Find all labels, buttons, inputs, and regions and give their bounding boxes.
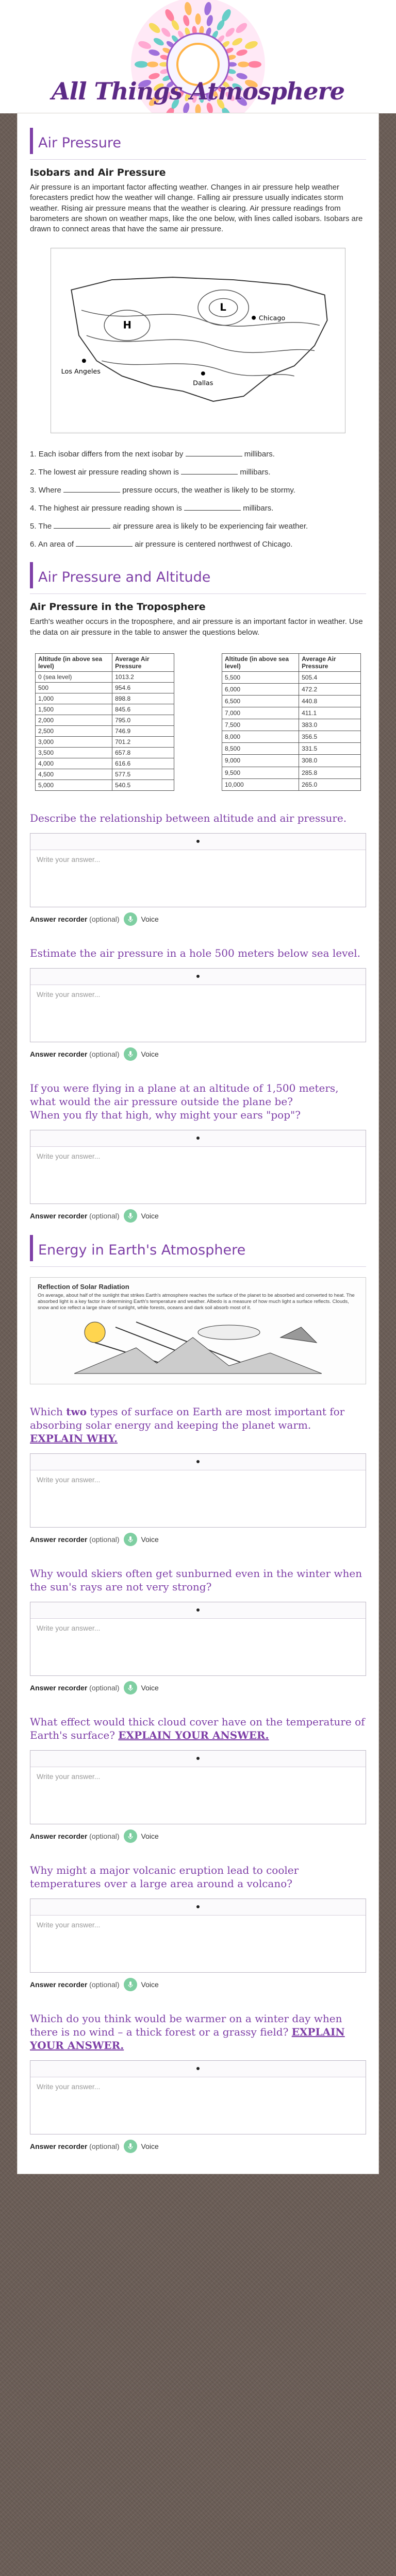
pressure-cell: 440.8 (299, 695, 361, 707)
site-header (0, 0, 396, 113)
altitude-table-left (35, 653, 174, 791)
question-text: Estimate the air pressure in a hole 500 meters below sea level. (30, 946, 360, 959)
fill-in-item: 3. Where pressure occurs, the weather is likely to be stormy. (30, 486, 295, 495)
microphone-icon (127, 1833, 134, 1840)
answer-recorder (30, 2140, 366, 2153)
table-row (222, 767, 361, 778)
answer-recorder (30, 1978, 366, 1991)
isobar-map (51, 248, 345, 433)
table-row (222, 695, 361, 707)
voice-record-button[interactable] (124, 1681, 137, 1694)
question-text: Which two types of surface on Earth are most important for absorbing solar energy and keeping the planet warm. EXPLAIN WHY. (30, 1405, 345, 1445)
table-row (222, 755, 361, 767)
fill-in-item: 2. The lowest air pressure reading shown is millibars. (30, 468, 271, 477)
answer-input[interactable] (30, 1916, 366, 1972)
blank-line (184, 503, 241, 511)
altitude-cell: 4,500 (36, 769, 112, 779)
altitude-cell: 5,500 (222, 671, 299, 683)
question-text: Which do you think would be warmer on a winter day when there is no wind – a thick forest or a grassy field? EXPLAIN YOUR ANSWER. (30, 2012, 345, 2052)
toolbar-handle-icon[interactable] (196, 1608, 200, 1612)
pressure-cell: 701.2 (112, 736, 174, 747)
table-header: Average Air Pressure (299, 653, 361, 671)
question-text: Why would skiers often get sunburned even in the winter when the sun's rays are not very strong? (30, 1567, 362, 1593)
section-title-altitude: Air Pressure and Altitude (30, 562, 366, 588)
map-chicago: Chicago (258, 314, 286, 323)
voice-label: Voice (141, 1980, 159, 1989)
answer-input[interactable] (30, 1619, 366, 1675)
recorder-label: Answer recorder (optional) (30, 1980, 120, 1989)
answer-box (30, 2060, 366, 2134)
table-row (222, 778, 361, 790)
table-row (36, 693, 174, 704)
table-row (36, 704, 174, 715)
voice-label: Voice (141, 914, 159, 923)
altitude-cell: 1,000 (36, 693, 112, 704)
microphone-icon (127, 1981, 134, 1988)
map-los-angeles: Los Angeles (61, 368, 101, 376)
table-header: Average Air Pressure (112, 653, 174, 671)
altitude-cell: 3,500 (36, 747, 112, 758)
reflection-text: On average, about half of the sunlight that strikes Earth's atmosphere reaches the surface of the planet to be absorbed and converted to heat. The absorbed light is a key factor in determining Earth's temperature and weather. Albedo is a measure of how much light a surface reflects. Clouds, snow and ice reflect a large share of sunlight, while forests, oceans and dark soil absorb most of it. (38, 1292, 355, 1311)
microphone-icon (127, 1536, 134, 1543)
answer-box (30, 1602, 366, 1676)
blank-line (76, 539, 133, 547)
toolbar-handle-icon[interactable] (196, 975, 200, 978)
answer-input[interactable] (30, 985, 366, 1042)
pressure-cell: 285.8 (299, 767, 361, 778)
answer-box (30, 1899, 366, 1973)
altitude-cell: 6,500 (222, 695, 299, 707)
answer-box (30, 968, 366, 1042)
table-row (222, 707, 361, 719)
fill-in-item: 4. The highest air pressure reading shown is millibars. (30, 504, 274, 513)
recorder-label: Answer recorder (optional) (30, 1535, 120, 1544)
altitude-cell: 500 (36, 682, 112, 693)
answer-recorder (30, 912, 366, 926)
pressure-cell: 308.0 (299, 755, 361, 767)
pressure-cell: 265.0 (299, 778, 361, 790)
divider (30, 1266, 366, 1267)
answer-recorder (30, 1681, 366, 1694)
question-block-altitude (30, 811, 366, 1223)
recorder-label: Answer recorder (optional) (30, 1211, 120, 1220)
sub-heading-troposphere: Air Pressure in the Troposphere (30, 601, 206, 613)
table-row (36, 758, 174, 769)
answer-box (30, 833, 366, 907)
answer-input[interactable] (30, 2077, 366, 2134)
table-row (222, 671, 361, 683)
sub-heading-isobars: Isobars and Air Pressure (30, 167, 166, 178)
isobars-body: Air pressure is an important factor affecting weather. Changes in air pressure help weather forecasters predict how the weather will change. Falling air pressure usually indicates storm weather. Rising air pressure means that the weather is clearing. Air pressure readings from barometers are shown on weather maps, like the one below, with lines called isobars. Isobars are drawn to connect areas that have the same air pressure. (30, 183, 363, 233)
table-row (222, 731, 361, 743)
altitude-tables (35, 653, 361, 791)
question-text: What effect would thick cloud cover have on the temperature of Earth's surface? EXPLAIN YOUR ANSWER. (30, 1715, 365, 1741)
altitude-cell: 0 (sea level) (36, 671, 112, 682)
answer-recorder (30, 1209, 366, 1223)
voice-label: Voice (141, 1683, 159, 1692)
pressure-cell: 616.6 (112, 758, 174, 769)
question-text: Describe the relationship between altitude and air pressure. (30, 811, 347, 824)
table-row (36, 671, 174, 682)
table-row (36, 725, 174, 736)
answer-toolbar[interactable] (30, 969, 366, 985)
altitude-cell: 9,000 (222, 755, 299, 767)
answer-box (30, 1453, 366, 1528)
altitude-cell: 8,500 (222, 743, 299, 755)
voice-label: Voice (141, 2142, 159, 2150)
answer-toolbar[interactable] (30, 2061, 366, 2077)
table-header: Altitude (in above sea level) (36, 653, 112, 671)
altitude-cell: 2,000 (36, 715, 112, 725)
map-high-label: H (123, 319, 132, 331)
voice-label: Voice (141, 1049, 159, 1058)
recorder-label: Answer recorder (optional) (30, 1683, 120, 1692)
fill-in-item: 1. Each isobar differs from the next isobar by millibars. (30, 450, 275, 459)
recorder-label: Answer recorder (optional) (30, 914, 120, 923)
voice-record-button[interactable] (124, 1209, 137, 1223)
voice-record-button[interactable] (124, 2140, 137, 2153)
table-row (222, 743, 361, 755)
site-title: All Things Atmosphere (51, 77, 345, 105)
altitude-cell: 8,000 (222, 731, 299, 743)
answer-recorder (30, 1533, 366, 1546)
voice-label: Voice (141, 1211, 159, 1220)
pressure-cell: 657.8 (112, 747, 174, 758)
pressure-cell: 954.6 (112, 682, 174, 693)
toolbar-handle-icon[interactable] (196, 1460, 200, 1463)
pressure-cell: 898.8 (112, 693, 174, 704)
question-text: Why might a major volcanic eruption lead to cooler temperatures over a large area around a volcano? (30, 1863, 299, 1890)
voice-record-button[interactable] (124, 1829, 137, 1843)
table-row (222, 719, 361, 731)
altitude-cell: 9,500 (222, 767, 299, 778)
answer-toolbar[interactable] (30, 1454, 366, 1470)
worksheet-page (18, 113, 378, 2174)
answer-input[interactable] (30, 1470, 366, 1527)
question-text: If you were flying in a plane at an altitude of 1,500 meters, what would the air pressure outside the plane be? When you fly that high, why might your ears "pop"? (30, 1081, 339, 1121)
toolbar-handle-icon[interactable] (196, 1905, 200, 1908)
altitude-table-right (222, 653, 361, 791)
voice-record-button[interactable] (124, 1047, 137, 1061)
table-row (36, 779, 174, 790)
answer-recorder (30, 1829, 366, 1843)
answer-recorder (30, 1047, 366, 1061)
pressure-cell: 505.4 (299, 671, 361, 683)
section-title-air-pressure: Air Pressure (30, 128, 366, 154)
table-row (36, 736, 174, 747)
blank-line (181, 467, 238, 474)
answer-input[interactable] (30, 850, 366, 907)
blank-line (186, 449, 242, 456)
fill-in-item: 6. An area of air pressure is centered northwest of Chicago. (30, 540, 293, 549)
table-row (36, 769, 174, 779)
blank-line (54, 521, 110, 529)
answer-box (30, 1130, 366, 1204)
altitude-cell: 7,500 (222, 719, 299, 731)
toolbar-handle-icon[interactable] (196, 1137, 200, 1140)
reflection-diagram (74, 1317, 322, 1379)
table-header: Altitude (in above sea level) (222, 653, 299, 671)
answer-toolbar[interactable] (30, 1751, 366, 1767)
toolbar-handle-icon[interactable] (196, 840, 200, 843)
fill-in-list (30, 449, 366, 550)
toolbar-handle-icon[interactable] (196, 1757, 200, 1760)
altitude-cell: 5,000 (36, 779, 112, 790)
map-low-label: L (220, 301, 226, 314)
pressure-cell: 746.9 (112, 725, 174, 736)
answer-toolbar[interactable] (30, 834, 366, 850)
divider (30, 159, 366, 160)
answer-toolbar[interactable] (30, 1899, 366, 1916)
answer-input[interactable] (30, 1767, 366, 1824)
altitude-cell: 3,000 (36, 736, 112, 747)
pressure-cell: 411.1 (299, 707, 361, 719)
microphone-icon (127, 2143, 134, 2150)
pressure-cell: 356.5 (299, 731, 361, 743)
troposphere-body: Earth's weather occurs in the troposphere, and air pressure is an important factor in weather. Use the data on air pressure in the table to answer the questions below. (30, 617, 363, 637)
microphone-icon (127, 1684, 134, 1691)
microphone-icon (127, 1212, 134, 1219)
section-title-energy: Energy in Earth's Atmosphere (30, 1235, 366, 1261)
question-block-energy (30, 1405, 366, 2153)
map-dallas: Dallas (193, 379, 213, 387)
recorder-label: Answer recorder (optional) (30, 2142, 120, 2150)
reflection-title: Reflection of Solar Radiation (38, 1282, 129, 1291)
altitude-cell: 7,000 (222, 707, 299, 719)
pressure-cell: 472.2 (299, 683, 361, 695)
voice-record-button[interactable] (124, 1978, 137, 1991)
table-row (36, 747, 174, 758)
table-row (222, 683, 361, 695)
pressure-cell: 577.5 (112, 769, 174, 779)
pressure-cell: 795.0 (112, 715, 174, 725)
pressure-cell: 845.6 (112, 704, 174, 715)
recorder-label: Answer recorder (optional) (30, 1832, 120, 1840)
voice-record-button[interactable] (124, 912, 137, 926)
table-row (36, 715, 174, 725)
pressure-cell: 331.5 (299, 743, 361, 755)
table-row (36, 682, 174, 693)
answer-input[interactable] (30, 1147, 366, 1204)
altitude-cell: 1,500 (36, 704, 112, 715)
voice-label: Voice (141, 1832, 159, 1840)
toolbar-handle-icon[interactable] (196, 2067, 200, 2070)
fill-in-item: 5. The air pressure area is likely to be experiencing fair weather. (30, 522, 308, 531)
usa-isobar-map-image (51, 248, 345, 433)
pressure-cell: 383.0 (299, 719, 361, 731)
recorder-label: Answer recorder (optional) (30, 1049, 120, 1058)
microphone-icon (127, 916, 134, 923)
answer-toolbar[interactable] (30, 1602, 366, 1619)
microphone-icon (127, 1050, 134, 1058)
altitude-cell: 4,000 (36, 758, 112, 769)
answer-box (30, 1750, 366, 1824)
pressure-cell: 540.5 (112, 779, 174, 790)
answer-toolbar[interactable] (30, 1130, 366, 1147)
voice-record-button[interactable] (124, 1533, 137, 1546)
altitude-cell: 10,000 (222, 778, 299, 790)
reflection-figure (30, 1277, 366, 1384)
altitude-cell: 2,500 (36, 725, 112, 736)
voice-label: Voice (141, 1535, 159, 1544)
pressure-cell: 1013.2 (112, 671, 174, 682)
blank-line (63, 485, 120, 493)
altitude-cell: 6,000 (222, 683, 299, 695)
